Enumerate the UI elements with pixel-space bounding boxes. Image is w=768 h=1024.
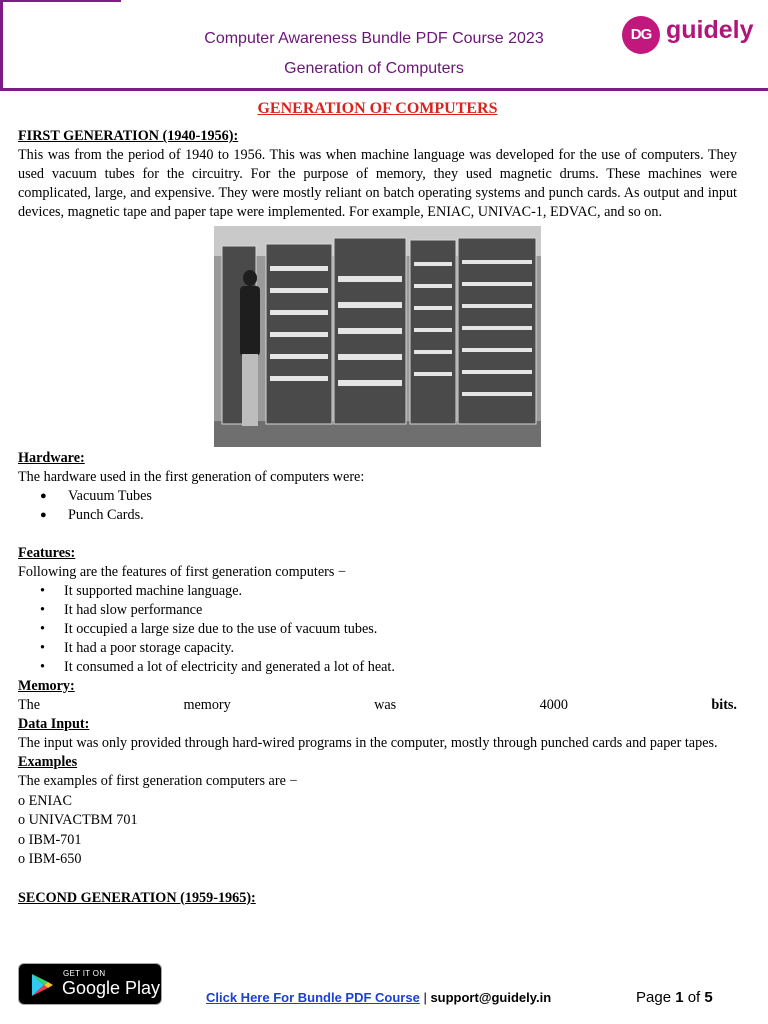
page-header [0, 0, 768, 92]
page-label: Page [636, 989, 676, 1006]
footer-separator: | [419, 990, 431, 1005]
list-item: ● Punch Cards. [18, 506, 737, 525]
data-input-text: The input was only provided through hard-wired programs in the computer, mostly through punched cards and paper tapes. [18, 735, 718, 751]
guidely-logo-text: guidely [666, 16, 754, 44]
header-subtitle: Generation of Computers [284, 60, 464, 77]
page-number [636, 989, 713, 1006]
first-generation-heading: FIRST GENERATION (1940-1956): [18, 128, 239, 144]
footer-links [206, 990, 551, 1005]
list-item: • It supported machine language. [18, 582, 737, 601]
list-item: o UNIVACTBM 701 [18, 812, 138, 828]
hardware-heading: Hardware: [18, 450, 85, 466]
list-item: • It had a poor storage capacity. [18, 639, 737, 658]
memory-word: memory [183, 697, 231, 713]
memory-word: bits. [711, 697, 737, 713]
list-item: o ENIAC [18, 792, 72, 809]
list-item: • It had slow performance [18, 601, 737, 620]
eniac-photo [214, 226, 541, 447]
store-small-text: GET IT ON [63, 969, 106, 978]
list-item: o IBM-650 [18, 851, 82, 867]
features-intro: Following are the features of first generation computers − [18, 564, 346, 580]
examples-heading: Examples [18, 754, 78, 770]
page-total: 5 [704, 989, 713, 1006]
list-item: ● Vacuum Tubes [18, 487, 737, 506]
page-of: of [683, 989, 705, 1006]
guidely-logo[interactable] [620, 14, 760, 54]
google-play-badge[interactable] [18, 963, 162, 1005]
memory-heading: Memory: [18, 678, 75, 694]
eniac-photo-illustration [214, 226, 541, 447]
memory-text [18, 696, 737, 715]
list-item: o IBM-701 [18, 831, 82, 848]
memory-word: 4000 [539, 697, 568, 713]
page-current: 1 [675, 989, 684, 1006]
features-list [18, 582, 737, 677]
guidely-logo-icon: DG [622, 16, 660, 54]
google-play-icon [29, 972, 55, 998]
hardware-intro: The hardware used in the first generation of computers were: [18, 469, 365, 485]
document-body [18, 99, 737, 908]
header-border-top [0, 0, 121, 2]
examples-intro: The examples of first generation computers are − [18, 773, 298, 789]
list-item: • It occupied a large size due to the use of vacuum tubes. [18, 620, 737, 639]
support-email[interactable]: support@guidely.in [430, 990, 552, 1005]
data-input-heading: Data Input: [18, 716, 90, 732]
memory-word: The [18, 697, 41, 713]
header-border-bottom [0, 88, 768, 91]
first-generation-intro: This was from the period of 1940 to 1956. This was when machine language was developed for the use of computers. They used vacuum tubes for the circuitry. For the purpose of memory, they used magnetic drums. These machines were complicated, large, and expensive. They were mostly reliant on batch operating systems and punch cards. As output and input devices, magnetic tape and paper tape were implemented. For example, ENIAC, UNIVAC-1, EDVAC, and so on. [18, 147, 737, 220]
features-heading: Features: [18, 545, 76, 561]
memory-word: was [374, 697, 397, 713]
bundle-course-link[interactable]: Click Here For Bundle PDF Course [206, 990, 420, 1005]
hardware-list [18, 487, 737, 525]
document-title: GENERATION OF COMPUTERS [257, 100, 498, 117]
examples-list [18, 772, 737, 870]
header-border-left [0, 0, 3, 90]
list-item: • It consumed a lot of electricity and generated a lot of heat. [18, 658, 737, 677]
store-big-text: Google Play [62, 978, 161, 998]
second-generation-heading: SECOND GENERATION (1959-1965): [18, 889, 256, 906]
header-title: Computer Awareness Bundle PDF Course 2023 [204, 30, 544, 47]
